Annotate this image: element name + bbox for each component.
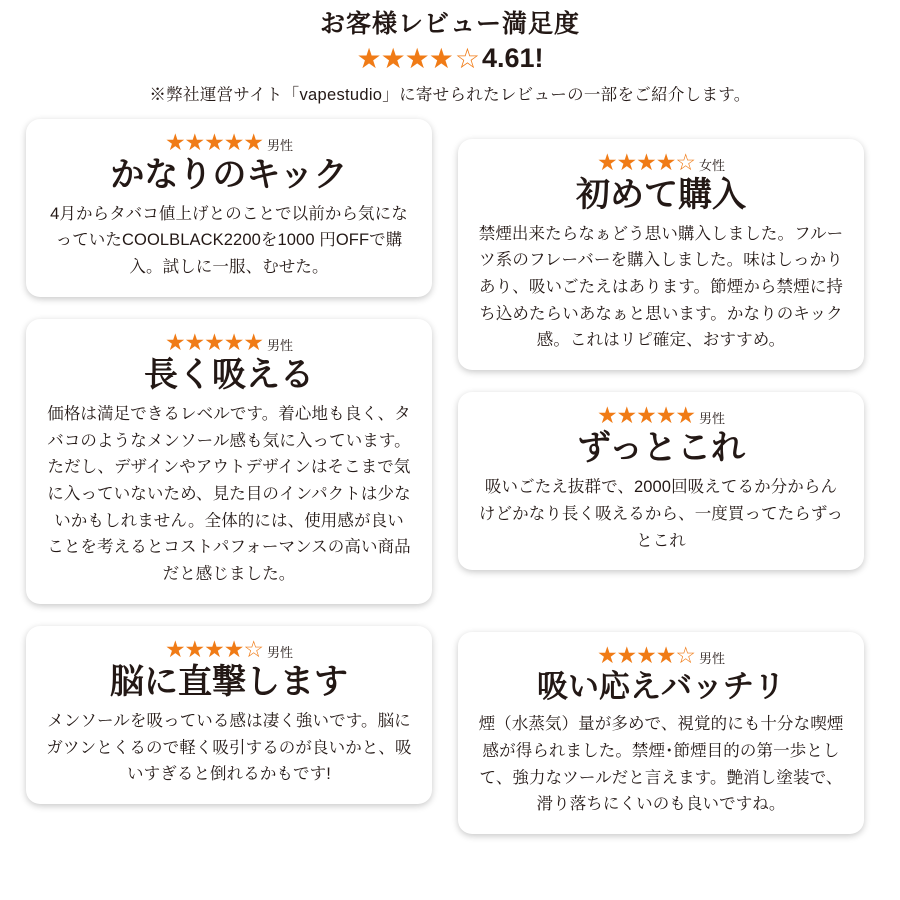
review-title: 脳に直撃します <box>110 662 348 701</box>
review-body: 価格は満足できるレベルです。着心地も良く、タバコのようなメンソール感も気に入っています。ただし、デザインやアウトデザインはそこまで気に入っていないため、見た目のインパクトは少ないかもしれません。全体的には、使用感が良いことを考えるとコストパフォーマンスの高い商品だと感じました。 <box>47 404 411 584</box>
star-rating-icon: ★★★★★ <box>164 328 264 355</box>
review-card <box>458 392 864 570</box>
review-card <box>26 319 432 604</box>
review-body: 吸いごたえ抜群で、2000回吸えてるか分からんけどかなり長く吸えるから、一度買ってたらずっとこれ <box>478 478 844 550</box>
column-gap-spacer <box>458 592 864 632</box>
review-body: 禁煙出来たらなぁどう思い購入しました。フルーツ系のフレーバーを購入しました。味はしっかりあり、吸いごたえはあります。節煙から禁煙に持ち込めたらいあなぁと思います。かなりのキック感。これはリピ確定、おすすめ。 <box>478 224 844 350</box>
page-title: お客様レビュー満足度 <box>319 10 580 38</box>
review-rating <box>478 644 844 667</box>
review-rating <box>478 148 844 175</box>
review-card <box>458 139 864 371</box>
reviewer-gender: 女性 <box>699 157 726 173</box>
star-rating-icon: ★★★★ <box>356 42 453 74</box>
review-rating <box>46 328 412 355</box>
star-rating-icon: ★★★★★ <box>596 402 696 429</box>
review-card <box>26 119 432 297</box>
review-card <box>26 626 432 804</box>
rating-value: 4.61! <box>481 43 544 73</box>
review-rating <box>46 128 412 155</box>
review-title: 長く吸える <box>144 355 314 394</box>
review-title: ずっとこれ <box>577 429 745 468</box>
reviewer-gender: 男性 <box>267 137 294 153</box>
star-rating-icon: ★★★★☆ <box>596 642 696 669</box>
review-rating <box>478 404 844 427</box>
star-rating-icon: ★★★★☆ <box>596 148 696 175</box>
review-title: 吸い応えバッチリ <box>537 669 785 705</box>
star-rating-icon: ★★★★★ <box>164 128 264 155</box>
overall-rating <box>18 42 882 74</box>
review-title: 初めて購入 <box>576 175 746 214</box>
page-header <box>18 0 882 105</box>
review-card <box>458 632 864 834</box>
star-rating-icon: ★★★★☆ <box>164 635 264 662</box>
reviewer-gender: 男性 <box>267 644 294 660</box>
reviews-column-right <box>458 119 864 856</box>
review-body: メンソールを吸っている感は凄く強いです。脳にガツンとくるので軽く吸引するのが良いかと、吸いすぎると倒れるかもです! <box>46 711 412 784</box>
review-title: かなりのキック <box>110 155 348 194</box>
reviewer-gender: 男性 <box>699 651 726 667</box>
half-star-icon: ☆ <box>454 42 479 74</box>
review-rating <box>46 635 412 662</box>
column-offset-spacer <box>458 119 864 139</box>
reviews-columns <box>18 119 882 856</box>
reviewer-gender: 男性 <box>267 337 294 353</box>
review-body: 煙（水蒸気）量が多めで、視覚的にも十分な喫煙感が得られました。禁煙･節煙目的の第一歩として、強力なツールだと言えます。艶消し塗装で、滑り落ちにくいのも良いですね。 <box>478 715 844 814</box>
reviews-column-left <box>26 119 432 827</box>
review-body: 4月からタバコ値上げとのことで以前から気になっていたCOOLBLACK2200を1000 円OFFで購入。試しに一服、むせた。 <box>50 204 408 277</box>
reviewer-gender: 男性 <box>699 411 726 427</box>
header-note: ※弊社運営サイト「vapestudio」に寄せられたレビューの一部をご紹介します。 <box>149 85 751 104</box>
